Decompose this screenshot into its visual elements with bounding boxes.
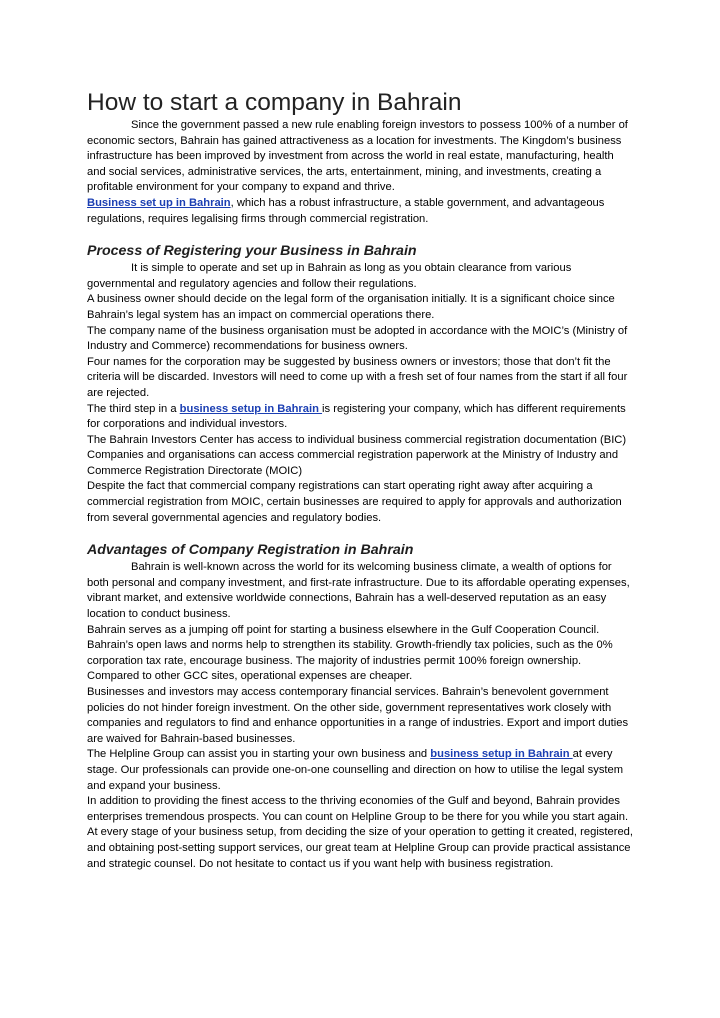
- process-paragraph-8: Despite the fact that commercial company registrations can start operating right away after acquiring a commercial registration from MOIC, certain businesses are required to apply for approvals and authorization from several governmental agencies and regulatory bodies.: [87, 480, 622, 524]
- section-heading-advantages: Advantages of Company Registration in Bahrain: [87, 542, 414, 559]
- intro-paragraph-2: [87, 196, 635, 227]
- business-setup-link[interactable]: business setup in Bahrain: [430, 748, 573, 761]
- process-paragraph-5-lead: The third step in a: [87, 402, 180, 415]
- intro-paragraph-2-text: , which has a robust infrastructure, a stable government, and advantageous regulations, requires legalising firms through commercial registration.: [87, 196, 605, 225]
- intro-paragraph: Since the government passed a new rule enabling foreign investors to possess 100% of a number of economic sectors, Bahrain has gained attractiveness as a location for investments. The Kingdom’s business infrastructure has been improved by investment from across the world in real estate, manufacturing, health and social services, administrative services, the arts, entertainment, mining, and investments, creating a profitable environment for your company to expand and thrive.: [87, 119, 628, 194]
- advantages-paragraph-3: Businesses and investors may access contemporary financial services. Bahrain’s benevolent government policies do not hinder foreign investment. On the other side, government representatives work closely with companies and regulators to find and enhance opportunities in a range of industries. Export and import duties are waived for Bahrain-based businesses.: [87, 686, 629, 745]
- advantages-paragraph-2: Bahrain serves as a jumping off point for starting a business elsewhere in the Gulf Cooperation Council. Bahrain’s open laws and norms help to strengthen its stability. Growth-friendly tax policies, such as the 0% corporation tax rate, encourage business. The majority of industries permit 100% foreign ownership. Compared to other GCC sites, operational expenses are cheaper.: [87, 623, 613, 683]
- advantages-paragraph-4-text: at every stage. Our professionals can provide one-on-one counselling and direction on how to utilise the legal system and expand your business.: [87, 748, 624, 792]
- process-paragraph-5: [87, 402, 635, 433]
- process-paragraph-5-text: is registering your company, which has different requirements for corporations and individual investors.: [87, 402, 626, 431]
- document-page: [87, 88, 635, 872]
- advantages-paragraph-4-lead: The Helpline Group can assist you in starting your own business and: [87, 748, 431, 761]
- business-setup-link[interactable]: Business set up in Bahrain: [87, 196, 231, 209]
- process-paragraph-4: Four names for the corporation may be suggested by business owners or investors; those that don’t fit the criteria will be discarded. Investors will need to come up with a fresh set of four names from the start if all four are rejected.: [87, 355, 628, 399]
- advantages-paragraph-1: Bahrain is well-known across the world for its welcoming business climate, a wealth of options for both personal and company investment, and first-rate infrastructure. Due to its affordable operating expenses, vibrant market, and extensive worldwide connections, Bahrain has a well-deserved reputation as an easy location to conduct business.: [87, 561, 630, 621]
- process-paragraph-7: Companies and organisations can access commercial registration paperwork at the Ministry of Industry and Commerce Registration Directorate (MOIC): [87, 449, 619, 477]
- advantages-paragraph-4: [87, 747, 635, 794]
- section-heading-process: Process of Registering your Business in Bahrain: [87, 243, 417, 260]
- process-paragraph-3: The company name of the business organisation must be adopted in accordance with the MOIC’s (Ministry of Industry and Commerce) recommendations for business owners.: [87, 324, 628, 353]
- advantages-paragraph-6: At every stage of your business setup, from deciding the size of your operation to getting it created, registered, and obtaining post-setting support services, our great team at Helpline Group can provide practical assistance and strategic counsel. Do not hesitate to contact us if you want help with business registration.: [87, 826, 634, 870]
- process-paragraph-6: The Bahrain Investors Center has access to individual business commercial registration documentation (BIC): [87, 433, 627, 446]
- advantages-paragraph-5: In addition to providing the finest access to the thriving economies of the Gulf and beyond, Bahrain provides enterprises tremendous prospects. You can count on Helpline Group to be there for you while you start again.: [87, 795, 629, 823]
- page-title: How to start a company in Bahrain: [87, 89, 462, 116]
- process-paragraph-2: A business owner should decide on the legal form of the organisation initially. It is a significant choice since Bahrain’s legal system has an impact on commercial operations there.: [87, 293, 615, 321]
- process-paragraph-1: It is simple to operate and set up in Bahrain as long as you obtain clearance from various governmental and regulatory agencies and follow their regulations.: [87, 262, 572, 290]
- business-setup-link[interactable]: business setup in Bahrain: [179, 402, 323, 415]
